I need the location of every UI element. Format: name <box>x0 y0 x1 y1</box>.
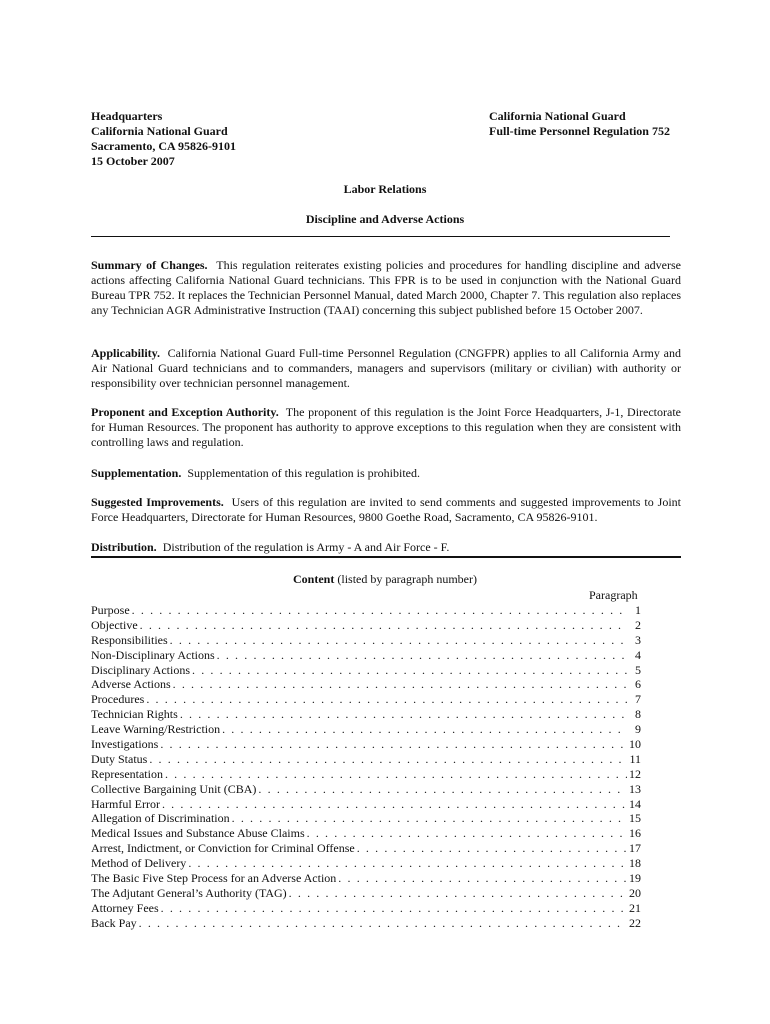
toc-entry-label: Harmful Error <box>91 796 160 811</box>
toc-entry-number: 19 <box>629 871 641 886</box>
suggested-lead: Suggested Improvements. <box>91 495 224 509</box>
toc-entry[interactable] <box>91 767 641 782</box>
toc-entry[interactable] <box>91 692 641 707</box>
applicability-lead: Applicability. <box>91 346 161 360</box>
suggested-text: Users of this regulation are invited to send comments and suggested improvements to Joint Force Headquarters, Directorate for Human Resources, 9800 Goethe Road, Sacramento, CA 95826-9101. <box>91 495 682 524</box>
toc-entry-number: 3 <box>635 632 641 647</box>
toc-dot-leader <box>132 603 627 618</box>
section-divider <box>91 556 681 558</box>
toc-entry-label: Objective <box>91 617 138 632</box>
toc-entry-label: Adverse Actions <box>91 677 171 692</box>
toc-entry-label: Collective Bargaining Unit (CBA) <box>91 781 257 796</box>
header-right-line: Full-time Personnel Regulation 752 <box>489 124 670 138</box>
toc-entry[interactable] <box>91 811 641 826</box>
summary-of-changes-paragraph <box>91 258 681 318</box>
toc-entry-number: 13 <box>629 781 641 796</box>
toc-entry-label: Purpose <box>91 603 130 617</box>
toc-entry-number: 5 <box>635 662 641 677</box>
toc-entry-label: Representation <box>91 766 163 781</box>
header-left-line: 15 October 2007 <box>91 154 175 168</box>
toc-entry-label: Back Pay <box>91 915 137 930</box>
toc-entry-label: Procedures <box>91 692 145 707</box>
toc-entry-label: Leave Warning/Restriction <box>91 722 221 737</box>
toc-entry-number: 20 <box>629 885 641 900</box>
proponent-text: The proponent of this regulation is the Joint Force Headquarters, J-1, Directorate for Human Resources. The proponent has authority to approve exceptions to this regulation when they are consistent with controlling laws and regulation. <box>91 405 681 449</box>
supplementation-paragraph <box>91 466 681 481</box>
toc-dot-leader <box>170 633 627 648</box>
toc-entry[interactable] <box>91 633 641 648</box>
toc-dot-leader <box>161 901 627 916</box>
proponent-paragraph <box>91 405 681 450</box>
toc-dot-leader <box>188 856 627 871</box>
toc-entry-number: 12 <box>629 766 641 781</box>
toc-dot-leader <box>139 916 627 931</box>
toc-entry[interactable] <box>91 752 641 767</box>
toc-entry-number: 4 <box>635 647 641 662</box>
toc-entry[interactable] <box>91 782 641 797</box>
toc-entry-label: Non-Disciplinary Actions <box>91 647 215 662</box>
toc-entry[interactable] <box>91 826 641 841</box>
toc-entry-number: 6 <box>635 677 641 692</box>
toc-entry[interactable] <box>91 886 641 901</box>
toc-entry-label: Allegation of Discrimination <box>91 811 230 826</box>
toc-dot-leader <box>165 767 627 782</box>
header-left-line: California National Guard <box>91 124 228 138</box>
toc-entry[interactable] <box>91 901 641 916</box>
toc-dot-leader <box>180 707 627 722</box>
header-left-line: Sacramento, CA 95826-9101 <box>91 139 236 153</box>
paragraph-column-label: Paragraph <box>589 588 638 602</box>
toc-entry-label: Investigations <box>91 737 159 752</box>
header-left-block <box>91 109 236 169</box>
toc-entry[interactable] <box>91 722 641 737</box>
toc-dot-leader <box>338 871 627 886</box>
toc-entry-label: The Adjutant General’s Authority (TAG) <box>91 885 287 900</box>
proponent-lead: Proponent and Exception Authority. <box>91 405 279 419</box>
supplementation-text: Supplementation of this regulation is prohibited. <box>187 466 420 480</box>
toc-entry[interactable] <box>91 871 641 886</box>
header-right-line: California National Guard <box>489 109 626 123</box>
toc-entry[interactable] <box>91 663 641 678</box>
applicability-paragraph <box>91 346 681 391</box>
toc-entry-label: Technician Rights <box>91 707 178 722</box>
document-title-topic: Labor Relations <box>343 182 427 196</box>
toc-entry[interactable] <box>91 737 641 752</box>
toc-dot-leader <box>258 782 627 797</box>
toc-dot-leader <box>307 826 627 841</box>
suggested-improvements-paragraph <box>91 495 681 525</box>
toc-entry-number: 8 <box>635 707 641 722</box>
table-of-contents <box>91 603 641 931</box>
contents-heading <box>0 572 770 587</box>
toc-entry-label: Disciplinary Actions <box>91 662 190 677</box>
toc-dot-leader <box>289 886 627 901</box>
toc-entry-label: Arrest, Indictment, or Conviction for Criminal Offense <box>91 841 355 856</box>
toc-entry-number: 11 <box>629 751 641 766</box>
toc-entry-number: 16 <box>629 826 641 841</box>
toc-entry[interactable] <box>91 841 641 856</box>
summary-lead: Summary of Changes. <box>91 258 208 272</box>
header-left-line: Headquarters <box>91 109 163 123</box>
toc-entry-number: 7 <box>635 692 641 707</box>
toc-entry-number: 9 <box>635 722 641 737</box>
toc-entry-label: Method of Delivery <box>91 856 187 871</box>
toc-entry-label: Medical Issues and Substance Abuse Claims <box>91 826 305 841</box>
toc-entry[interactable] <box>91 618 641 633</box>
toc-entry-label: Duty Status <box>91 751 148 766</box>
toc-entry[interactable] <box>91 707 641 722</box>
toc-entry-number: 15 <box>629 811 641 826</box>
toc-entry-number: 1 <box>635 603 641 617</box>
toc-entry[interactable] <box>91 916 641 931</box>
toc-entry-label: Responsibilities <box>91 632 168 647</box>
toc-dot-leader <box>146 692 627 707</box>
toc-entry[interactable] <box>91 677 641 692</box>
toc-dot-leader <box>149 752 627 767</box>
toc-dot-leader <box>192 663 627 678</box>
distribution-paragraph <box>91 540 681 555</box>
toc-entry-number: 14 <box>629 796 641 811</box>
contents-heading-bold: Content <box>293 572 335 586</box>
toc-dot-leader <box>140 618 627 633</box>
header-right-block <box>489 109 670 139</box>
toc-entry-number: 2 <box>635 617 641 632</box>
toc-entry-number: 22 <box>629 915 641 930</box>
toc-dot-leader <box>160 737 627 752</box>
toc-entry-number: 21 <box>629 900 641 915</box>
applicability-text: California National Guard Full-time Personnel Regulation (CNGFPR) applies to all California Army and Air National Guard technicians and to commanders, managers and supervisors (military or civilian) with authority or responsibility over technician personnel management. <box>91 346 681 390</box>
distribution-text: Distribution of the regulation is Army - A and Air Force - F. <box>162 540 450 554</box>
toc-entry-label: The Basic Five Step Process for an Adverse Action <box>91 871 337 886</box>
supplementation-lead: Supplementation. <box>91 466 182 480</box>
toc-entry-number: 18 <box>629 856 641 871</box>
toc-entry[interactable] <box>91 648 641 663</box>
document-title-subject: Discipline and Adverse Actions <box>305 212 465 226</box>
toc-entry[interactable] <box>91 797 641 812</box>
summary-text: This regulation reiterates existing policies and procedures for handling discipline and adverse actions affecting California National Guard technicians. This FPR is to be used in conjunction with the National Guard Bureau TPR 752. It replaces the Technician Personnel Manual, dated March 2000, Chapter 7. This regulation also replaces any Technician AGR Administrative Instruction (TAAI) concerning this subject published before 15 October 2007. <box>91 258 682 317</box>
toc-dot-leader <box>357 841 627 856</box>
toc-entry[interactable] <box>91 856 641 871</box>
toc-dot-leader <box>232 811 627 826</box>
toc-entry[interactable] <box>91 603 641 618</box>
distribution-lead: Distribution. <box>91 540 157 554</box>
toc-entry-label: Attorney Fees <box>91 900 159 915</box>
toc-dot-leader <box>173 677 627 692</box>
contents-heading-note: (listed by paragraph number) <box>337 572 477 586</box>
toc-entry-number: 17 <box>629 841 641 856</box>
toc-dot-leader <box>217 648 627 663</box>
toc-entry-number: 10 <box>629 737 641 752</box>
toc-dot-leader <box>222 722 627 737</box>
title-divider <box>91 236 670 237</box>
toc-dot-leader <box>162 797 627 812</box>
